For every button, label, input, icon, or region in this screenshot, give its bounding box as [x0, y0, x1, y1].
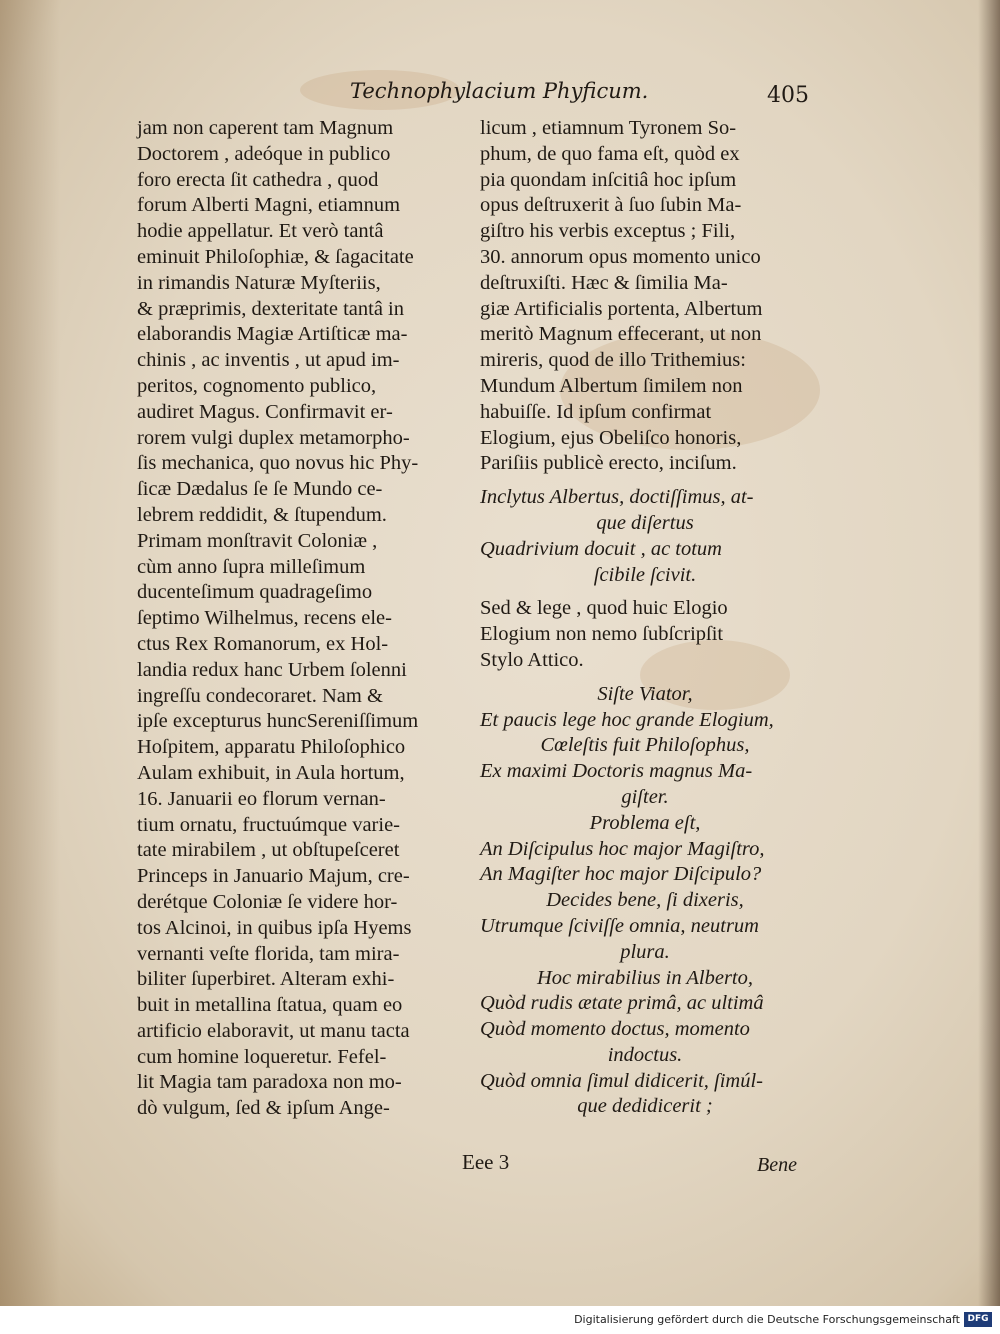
text-line: lebrem reddidit, & ſtupendum.: [137, 503, 387, 526]
epigram-line: indoctus.: [607, 1043, 683, 1066]
epigram-line: Siſte Viator,: [597, 682, 693, 705]
text-line: Aulam exhibuit, in Aula hortum,: [137, 761, 405, 784]
text-line: eminuit Philoſophiæ, & ſagacitate: [137, 245, 414, 268]
text-line: peritos, cognomento publico,: [137, 374, 377, 397]
epigram-line: Utrumque ſciviſſe omnia, neutrum: [480, 914, 759, 937]
epigram-line: An Diſcipulus hoc major Magiſtro,: [480, 837, 765, 860]
text-line: cùm anno ſupra milleſimum: [137, 555, 366, 578]
text-line: ſeptimo Wilhelmus, recens ele-: [137, 607, 392, 630]
page-number: 405: [767, 83, 809, 108]
text-line: Primam monſtravit Coloniæ ,: [137, 529, 378, 552]
text-line: foro erecta ſit cathedra , quod: [137, 168, 379, 191]
inscription-line: Quadrivium docuit , ac totum: [480, 537, 722, 560]
epigram-line: Decides bene, ſi dixeris,: [546, 889, 744, 912]
epigram-line: Quòd rudis ætate primâ, ac ultimâ: [480, 992, 764, 1015]
text-line: cum homine loqueretur. Fefel-: [137, 1045, 387, 1068]
right-prose-block: [480, 116, 810, 477]
text-line: buit in metallina ſtatua, quam eo: [137, 994, 403, 1017]
text-line: ctus Rex Romanorum, ex Hol-: [137, 632, 389, 655]
text-line: giæ Artificialis portenta, Albertum: [480, 297, 763, 320]
epigram-line: Quòd omnia ſimul didicerit, ſimúl-: [480, 1069, 763, 1092]
text-line: & præprimis, dexteritate tantâ in: [137, 297, 405, 320]
inscription-line: Inclytus Albertus, doctiſſimus, at-: [480, 486, 754, 509]
catchword: Bene: [757, 1154, 797, 1176]
text-line: forum Alberti Magni, etiamnum: [137, 194, 401, 217]
text-line: Hoſpitem, apparatu Philoſophico: [137, 736, 406, 759]
text-line: Princeps in Januario Majum, cre-: [137, 865, 410, 888]
text-line: Pariſiis publicè erecto, inciſum.: [480, 452, 737, 475]
epigram-line: Et paucis lege hoc grande Elogium,: [480, 708, 774, 731]
text-line: giſtro his verbis exceptus ; Fili,: [480, 220, 736, 243]
text-line: audiret Magus. Confirmavit er-: [137, 400, 393, 423]
text-line: elaborandis Magiæ Artiſticæ ma-: [137, 323, 408, 346]
text-line: ipſe excepturus huncSereniſſimum: [137, 710, 419, 733]
text-line: 30. annorum opus momento unico: [480, 245, 761, 268]
text-line: biliter ſuperbiret. Alteram exhi-: [137, 968, 395, 991]
running-head: Technophylacium Phyficum.: [350, 79, 649, 103]
text-line: rorem vulgi duplex metamorpho-: [137, 426, 410, 449]
text-line: dò vulgum, ſed & ipſum Ange-: [137, 1097, 390, 1120]
text-line: ſicæ Dædalus ſe ſe Mundo ce-: [137, 478, 383, 501]
epigram-line: Ex maximi Doctoris magnus Ma-: [480, 760, 753, 783]
text-line: meritò Magnum effecerant, ut non: [480, 323, 762, 346]
attic-epigram: [480, 682, 810, 1121]
digitization-footer: [0, 1306, 1000, 1334]
left-column: [137, 116, 467, 1122]
text-line: tium ornatu, fructuúmque varie-: [137, 813, 400, 836]
text-line: Sed & lege , quod huic Elogio: [480, 597, 728, 620]
text-line: deſtruxiſti. Hæc & ſimilia Ma-: [480, 271, 728, 294]
text-line: mireris, quod de illo Trithemius:: [480, 349, 746, 372]
epigram-line: que dedidicerit ;: [577, 1095, 713, 1118]
text-line: ſis mechanica, quo novus hic Phy-: [137, 452, 419, 475]
text-line: ducenteſimum quadrageſimo: [137, 581, 373, 604]
funding-credit: Digitalisierung gefördert durch die Deutsche Forschungsgemeinschaft: [574, 1313, 960, 1326]
text-line: tos Alcinoi, in quibus ipſa Hyems: [137, 916, 412, 939]
text-line: derétque Coloniæ ſe videre hor-: [137, 890, 398, 913]
text-line: pia quondam inſcitiâ hoc ipſum: [480, 168, 737, 191]
dfg-logo: DFG: [964, 1312, 992, 1327]
epigram-line: An Magiſter hoc major Diſcipulo?: [480, 863, 762, 886]
inscription-line: ſcibile ſcivit.: [593, 563, 697, 586]
text-line: jam non caperent tam Magnum: [137, 117, 394, 139]
epigram-line: Quòd momento doctus, momento: [480, 1018, 750, 1041]
text-line: tate mirabilem , ut obſtupeſceret: [137, 839, 400, 862]
epigram-line: Hoc mirabilius in Alberto,: [536, 966, 753, 989]
text-line: Mundum Albertum ſimilem non: [480, 374, 743, 397]
text-line: 16. Januarii eo florum vernan-: [137, 787, 386, 810]
epigram-line: giſter.: [621, 785, 669, 808]
text-line: opus deſtruxerit à ſuo ſubin Ma-: [480, 194, 742, 217]
text-line: vernanti veſte florida, tam mira-: [137, 942, 400, 965]
text-line: Doctorem , adeóque in publico: [137, 142, 391, 165]
right-prose-block-two: [480, 596, 810, 673]
text-line: ingreſſu condecoraret. Nam &: [137, 684, 383, 707]
text-line: Elogium non nemo ſubſcripſit: [480, 623, 724, 646]
right-column: [480, 116, 810, 1120]
epigram-line: plura.: [620, 940, 670, 963]
text-line: lit Magia tam paradoxa non mo-: [137, 1071, 402, 1094]
text-line: landia redux hanc Urbem ſolenni: [137, 658, 407, 681]
text-line: Stylo Attico.: [480, 648, 584, 671]
signature-mark: Eee 3: [462, 1150, 510, 1174]
elogium-inscription: [480, 485, 810, 588]
text-line: in rimandis Naturæ Myſteriis,: [137, 271, 381, 294]
epigram-line: Problema eſt,: [589, 811, 701, 834]
text-line: licum , etiamnum Tyronem So-: [480, 117, 737, 139]
text-line: phum, de quo fama eſt, quòd ex: [480, 142, 740, 165]
inscription-line: que diſertus: [596, 511, 694, 534]
epigram-line: Cœleſtis fuit Philoſophus,: [540, 734, 750, 757]
text-line: artificio elaboravit, ut manu tacta: [137, 1019, 410, 1042]
text-line: Elogium, ejus Obeliſco honoris,: [480, 426, 742, 449]
text-line: chinis , ac inventis , ut apud im-: [137, 349, 400, 372]
text-line: hodie appellatur. Et verò tantâ: [137, 220, 384, 243]
text-line: habuiſſe. Id ipſum confirmat: [480, 400, 712, 423]
